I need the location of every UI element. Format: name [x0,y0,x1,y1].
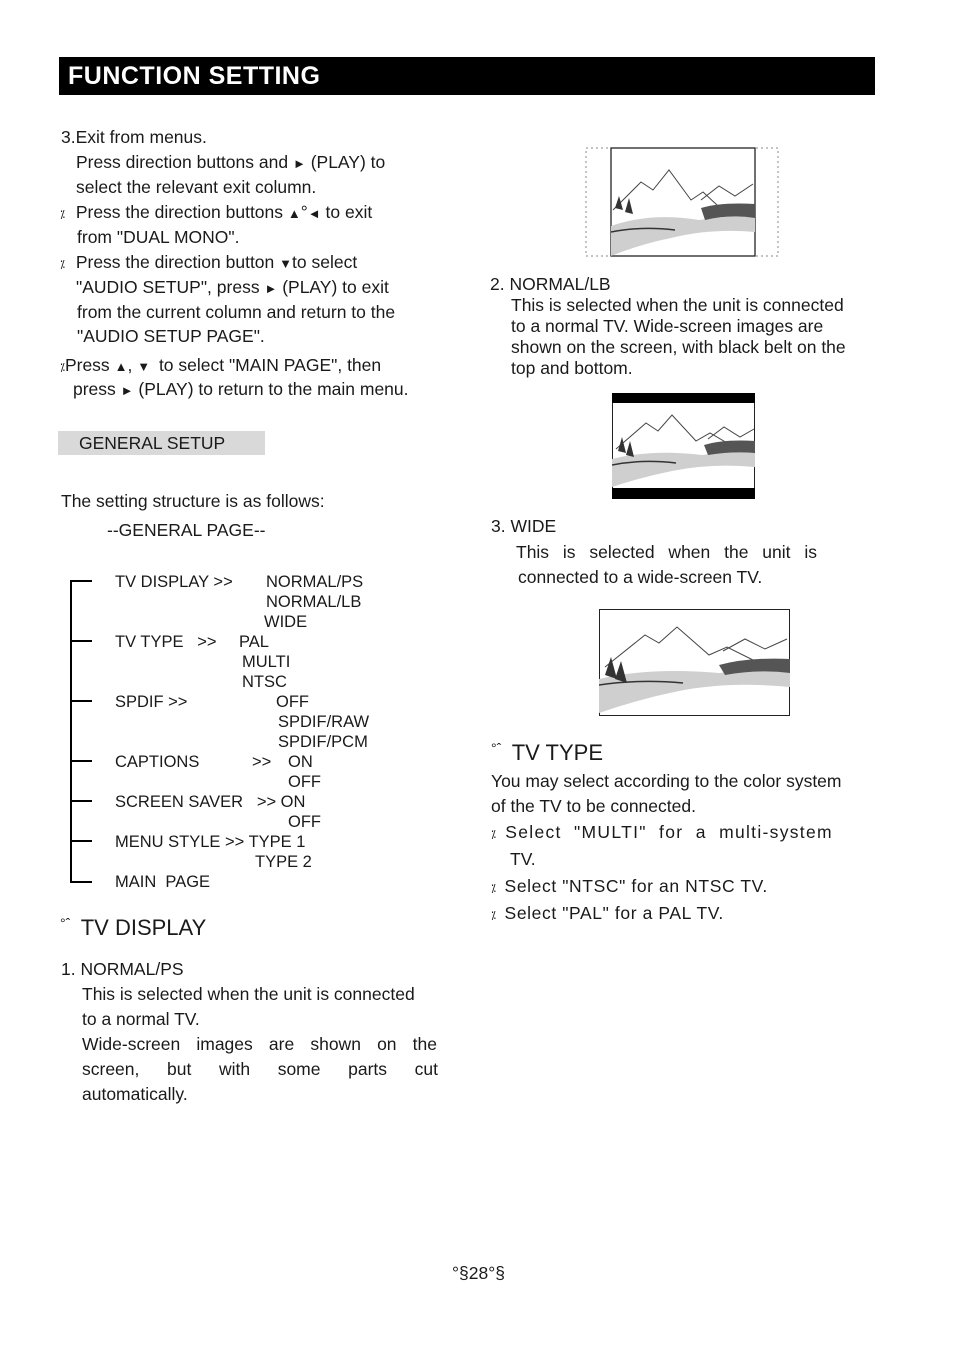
up-arrow-icon: ▲ [287,206,301,221]
tv-type-bullet: ⁒ Select "MULTI" for a multi-system [491,822,833,842]
tree-arrow: >> [252,753,272,771]
bullet-mark: ⁒ [491,829,498,841]
wide-line: connected to a wide-screen TV. [518,567,763,587]
play-arrow-icon: ► [264,281,278,296]
normal-ps-line: screen, but with some parts cut [82,1059,438,1079]
normal-ps-title: 1. NORMAL/PS [61,959,184,979]
heading-mark: °ˆ [60,915,71,931]
general-setup-bar [58,431,265,455]
normal-ps-line: This is selected when the unit is connected [82,984,415,1004]
tree-item-tv-type: TV TYPE >> [115,633,217,651]
tree-option: WIDE [264,613,308,631]
down-arrow-icon: ▼ [279,256,293,271]
normal-ps-line: automatically. [82,1084,188,1104]
page-title: FUNCTION SETTING [68,62,321,90]
exit-line: press ► (PLAY) to return to the main menu. [73,379,409,399]
tree-trunk [70,580,72,882]
normal-ps-line: Wide-screen images are shown on the [82,1034,437,1054]
exit-line: "AUDIO SETUP PAGE". [77,326,265,346]
tree-item-captions: CAPTIONS [115,753,200,771]
tree-option: NORMAL/PS [266,573,364,591]
tree-item-main-page: MAIN PAGE [115,873,211,891]
normal-lb-line: shown on the screen, with black belt on the [511,337,846,357]
exit-bullet-line: ⁒ Press the direction button ▼to select [60,252,358,272]
general-page-title: --GENERAL PAGE-- [107,520,266,540]
bullet-mark: ⁒ [60,209,65,221]
normal-ps-line: to a normal TV. [82,1009,200,1029]
wide-picture [599,609,791,717]
wide-line: This is selected when the unit is [516,542,817,562]
normal-lb-line: This is selected when the unit is connected [511,295,844,315]
normal-lb-picture [612,393,755,499]
tv-type-line: You may select according to the color system [491,771,842,791]
tree-option: NTSC [242,673,287,691]
tree-branch [70,800,92,802]
down-arrow-icon: ▼ [137,359,151,374]
normal-lb-line: to a normal TV. Wide-screen images are [511,316,824,336]
tree-branch [70,881,92,883]
tree-option: MULTI [242,653,291,671]
exit-bullet-line: ⁒ Press the direction buttons ▲°◄ to exit [60,202,373,222]
play-arrow-icon: ► [292,156,306,171]
exit-line: select the relevant exit column. [76,177,317,197]
left-arrow-icon: ◄ [307,206,321,221]
normal-lb-title: 2. NORMAL/LB [490,274,611,294]
exit-line: "AUDIO SETUP", press ► (PLAY) to exit [76,277,389,297]
tree-item-menu-style: MENU STYLE >> TYPE 1 [115,833,306,851]
normal-lb-line: top and bottom. [511,358,633,378]
tree-branch [70,760,92,762]
tv-type-line: TV. [510,849,536,869]
exit-line: from "DUAL MONO". [77,227,240,247]
tree-option: ON [288,753,313,771]
wide-title: 3. WIDE [491,516,557,536]
page-number: °§28°§ [452,1263,505,1283]
bullet-mark: ⁒ [491,910,497,922]
structure-intro: The setting structure is as follows: [61,491,325,511]
bullet-mark: ⁒ [60,259,65,271]
exit-line: Press direction buttons and ► (PLAY) to [76,152,386,172]
tree-item-screen-saver: SCREEN SAVER >> ON [115,793,306,811]
tv-type-heading: °ˆ TV TYPE [491,740,604,765]
tree-option: OFF [288,773,321,791]
tree-item-tv-display: TV DISPLAY >> [115,573,233,591]
tree-option: TYPE 2 [255,853,312,871]
tv-type-bullet: ⁒ Select "NTSC" for an NTSC TV. [491,876,768,896]
tree-option: OFF [288,813,321,831]
exit-line: from the current column and return to the [77,302,396,322]
tv-type-line: of the TV to be connected. [491,796,696,816]
tree-option: SPDIF/RAW [278,713,370,731]
tree-option: PAL [239,633,269,651]
tree-option: NORMAL/LB [266,593,362,611]
exit-bullet-line: ⁒Press ▲, ▼ to select "MAIN PAGE", then [60,355,382,375]
tree-option: SPDIF/PCM [278,733,368,751]
tree-branch [70,840,92,842]
bullet-mark: ⁒ [60,362,65,374]
exit-menus-heading: 3.Exit from menus. [61,127,207,147]
tree-branch [70,640,92,642]
tree-branch [70,580,92,582]
normal-ps-picture [585,147,780,257]
tv-type-bullet: ⁒ Select "PAL" for a PAL TV. [491,903,724,923]
tree-item-spdif: SPDIF >> [115,693,188,711]
bullet-mark: ⁒ [491,883,497,895]
tree-option: OFF [276,693,309,711]
heading-mark: °ˆ [491,740,502,756]
tv-display-heading: °ˆ TV DISPLAY [60,915,207,940]
general-setup-label: GENERAL SETUP [79,433,226,453]
header-banner [59,57,875,95]
up-arrow-icon: ▲ [114,359,128,374]
tree-branch [70,700,92,702]
play-arrow-icon: ► [120,383,134,398]
